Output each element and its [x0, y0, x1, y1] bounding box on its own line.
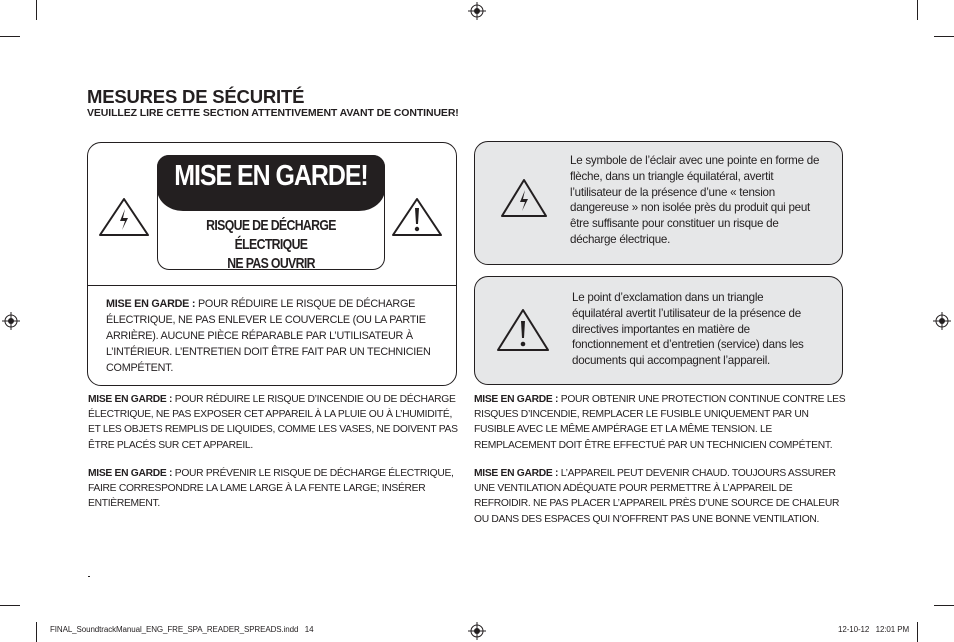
caution-paragraph: [474, 392, 846, 453]
caution-label-prefix: MISE EN GARDE :: [474, 468, 559, 479]
crop-mark: [934, 36, 954, 37]
lightning-explanation-text: Le symbole de l’éclair avec une pointe en forme de flèche, dans un triangle équilatéral, avertit l’utilisateur de la présence d’une « tension dangereuse » non isolée près du produit qui peut être suffisante pour constituer un risque de décharge électrique.: [570, 154, 820, 246]
crop-mark: [917, 0, 918, 20]
crop-mark: [36, 0, 37, 20]
caution-body: POUR RÉDUIRE LE RISQUE DE DÉCHARGE ÉLECTRIQUE, NE PAS ENLEVER LE COUVERCLE (OU LA PARTIE ARRIÈRE). AUCUNE PIÈCE RÉPARABLE PAR L’UTILISATEUR À L’INTÉRIEUR. L’ENTRETIEN DOIT ÊTRE FAIT PAR UN TECHNICIEN COMPÉTENT.: [106, 298, 431, 374]
caution-label-line2: NE PAS OUVRIR: [227, 255, 315, 272]
caution-label-text: [178, 216, 365, 273]
caution-body: POUR RÉDUIRE LE RISQUE D’INCENDIE OU DE DÉCHARGE ÉLECTRIQUE, NE PAS EXPOSER CET APPAREIL À LA PLUIE OU À L’HUMIDITÉ, ET LES OBJETS REMPLIS DE LIQUIDES, COMME LES VASES, NE DOIVENT PAS ÊTRE PLACÉS SUR CET APPAREIL.: [88, 394, 458, 451]
footer-filename: FINAL_SoundtrackManual_ENG_FRE_SPA_READER_SPREADS.indd 14: [50, 625, 314, 634]
crop-mark: [36, 622, 37, 642]
footer-timestamp: 12-10-12 12:01 PM: [838, 625, 910, 634]
caution-label-title: MISE EN GARDE!: [174, 160, 368, 192]
stray-mark: [88, 576, 90, 577]
crop-mark: [0, 36, 20, 37]
crop-mark: [934, 605, 954, 606]
caution-body: POUR PRÉVENIR LE RISQUE DE DÉCHARGE ÉLECTRIQUE, FAIRE CORRESPONDRE LA LAME LARGE À LA FENTE LARGE; INSÉRER ENTIÈREMENT.: [88, 468, 454, 510]
caution-paragraph: [88, 392, 460, 453]
exclamation-triangle-icon: [495, 307, 551, 353]
caution-label-line1: RISQUE DE DÉCHARGE ÉLECTRIQUE: [206, 217, 336, 253]
caution-label-prefix: MISE EN GARDE :: [106, 298, 196, 310]
caution-label-prefix: MISE EN GARDE :: [474, 394, 559, 405]
lightning-triangle-icon: [499, 177, 549, 219]
caution-body: L’APPAREIL PEUT DEVENIR CHAUD. TOUJOURS ASSURER UNE VENTILATION ADÉQUATE POUR PERMETTRE À L’APPAREIL DE REFROIDIR. NE PAS PLACER L’APPAREIL PRÈS D’UNE SOURCE DE CHALEUR OU DANS DES ESPACES QUI N’OFFRENT PAS UNE BONNE VENTILATION.: [474, 468, 840, 525]
caution-panel-text: [106, 296, 436, 376]
crop-mark: [917, 622, 918, 642]
registration-mark-icon: [468, 2, 486, 20]
caution-paragraph: [474, 466, 842, 527]
lightning-triangle-icon: [97, 196, 151, 238]
page-title: MESURES DE SÉCURITÉ: [87, 86, 305, 107]
registration-mark-icon: [468, 622, 486, 640]
registration-mark-icon: [933, 312, 951, 330]
caution-body: POUR OBTENIR UNE PROTECTION CONTINUE CONTRE LES RISQUES D’INCENDIE, REMPLACER LE FUSIBLE UNIQUEMENT PAR UN FUSIBLE AVEC LE MÊME AMPÉRAGE ET LA MÊME TENSION. LE REMPLACEMENT DOIT ÊTRE EFFECTUÉ PAR UN TECHNICIEN COMPÉTENT.: [474, 394, 846, 451]
caution-label-prefix: MISE EN GARDE :: [88, 468, 173, 479]
exclamation-triangle-icon: [390, 196, 444, 238]
page-subtitle: VEUILLEZ LIRE CETTE SECTION ATTENTIVEMENT AVANT DE CONTINUER!: [87, 107, 459, 119]
caution-label-prefix: MISE EN GARDE :: [88, 394, 173, 405]
registration-mark-icon: [2, 312, 20, 330]
caution-paragraph: [88, 466, 460, 512]
divider: [87, 285, 457, 286]
exclamation-explanation-text: Le point d’exclamation dans un triangle équilatéral avertit l’utilisateur de la présence de directives importantes en matière de fonctionnement et d’entretien (service) dans les documents qui accompagnent l’appareil.: [572, 291, 804, 368]
crop-mark: [0, 605, 20, 606]
